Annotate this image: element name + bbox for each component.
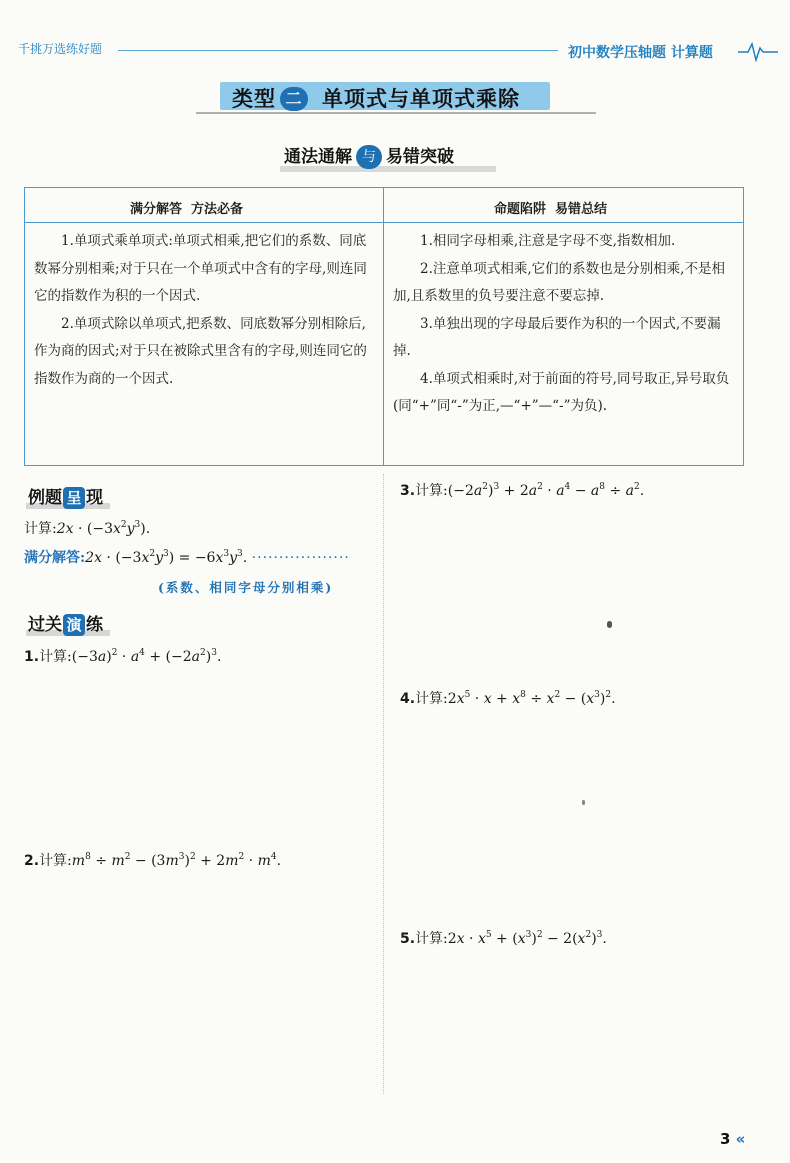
left-item-2: 2.单项式除以单项式,把系数、同底数幂分别相除后,作为商的因式;对于只在被除式里含有的字母,则连同它的指数作为商的一个因式. — [34, 315, 367, 387]
method-heading-badge: 与 — [356, 145, 382, 169]
question-4: 4.计算$:2x^5 \cdot x + x^8 \div x^2 - (x^3)^2$. — [400, 690, 616, 707]
example-heading: 例题 呈 现 — [28, 483, 103, 509]
method-heading — [284, 142, 454, 172]
example-prompt: 计算:2x · $(-3x^2y^3)$. — [24, 520, 151, 537]
question-2: 2.计算$:m^8 \div m^2 - (3m^3)^2 + 2m^2 \cdot m^4$. — [24, 852, 282, 869]
right-item-4: 4.单项式相乘时,对于前面的符号,同号取正,异号取负(同“+”同“-”为正,—“+”—“-”为负). — [393, 370, 730, 414]
question-5: 5.计算:2x · $x^5 + (x^3)^2 - 2(x^2)^3$. — [400, 930, 607, 947]
solution-label: 满分解答: — [24, 550, 86, 566]
banner-title: 单项式与单项式乘除 — [322, 87, 520, 111]
table-left-column — [34, 228, 376, 393]
scan-speck — [582, 800, 585, 805]
right-item-3: 3.单独出现的字母最后要作为积的一个因式,不要漏掉. — [393, 315, 721, 359]
left-item-1: 1.单项式乘单项式:单项式相乘,把它们的系数、同底数幂分别相乘;对于只在一个单项式中含有的字母,则连同它的指数作为积的一个因式. — [34, 233, 367, 304]
page-number: 3 « — [720, 1130, 746, 1148]
table-right-header: 命题陷阱 易错总结 — [494, 202, 608, 217]
right-item-2: 2.注意单项式相乘,它们的系数也是分别相乘,不是相加,且系数里的负号要注意不要忘掉. — [393, 260, 725, 304]
table-header-rule — [24, 222, 744, 223]
table-left-header: 满分解答 方法必备 — [130, 202, 244, 217]
exercise-column-divider — [383, 474, 384, 1094]
table-divider — [383, 187, 384, 466]
banner-prefix: 类型 — [232, 87, 276, 111]
question-3: 3.计算$:(-2a^2)^3 + 2a^2 \cdot a^4 - a^8 \div a^2$. — [400, 482, 645, 499]
book-title: 初中数学压轴题 计算题 — [568, 45, 713, 61]
practice-heading-badge: 演 — [63, 614, 85, 636]
table-right-column — [393, 228, 737, 421]
example-heading-badge: 呈 — [63, 487, 85, 509]
example-note: (系数、相同字母分别相乘) — [158, 580, 334, 595]
scan-speck — [607, 621, 612, 628]
method-heading-right: 易错突破 — [386, 147, 454, 167]
practice-heading: 过关 演 练 — [28, 610, 103, 636]
series-title: 千挑万选练好题 — [18, 42, 103, 56]
double-chevron-left-icon: « — [735, 1130, 746, 1148]
type-banner — [196, 78, 596, 114]
header-rule — [118, 50, 558, 51]
pulse-wave-icon — [738, 40, 778, 62]
right-item-1: 1.相同字母相乘,注意是字母不变,指数相加. — [420, 233, 676, 249]
method-heading-left: 通法通解 — [284, 147, 352, 167]
type-number-badge: 二 — [280, 87, 308, 111]
example-solution: 满分解答:2x · $(-3x^2y^3) = -6x^3y^3$. ·················· — [24, 549, 350, 566]
question-1: 1.计算$:(-3a)^2 \cdot a^4 + (-2a^2)^3$. — [24, 648, 222, 665]
